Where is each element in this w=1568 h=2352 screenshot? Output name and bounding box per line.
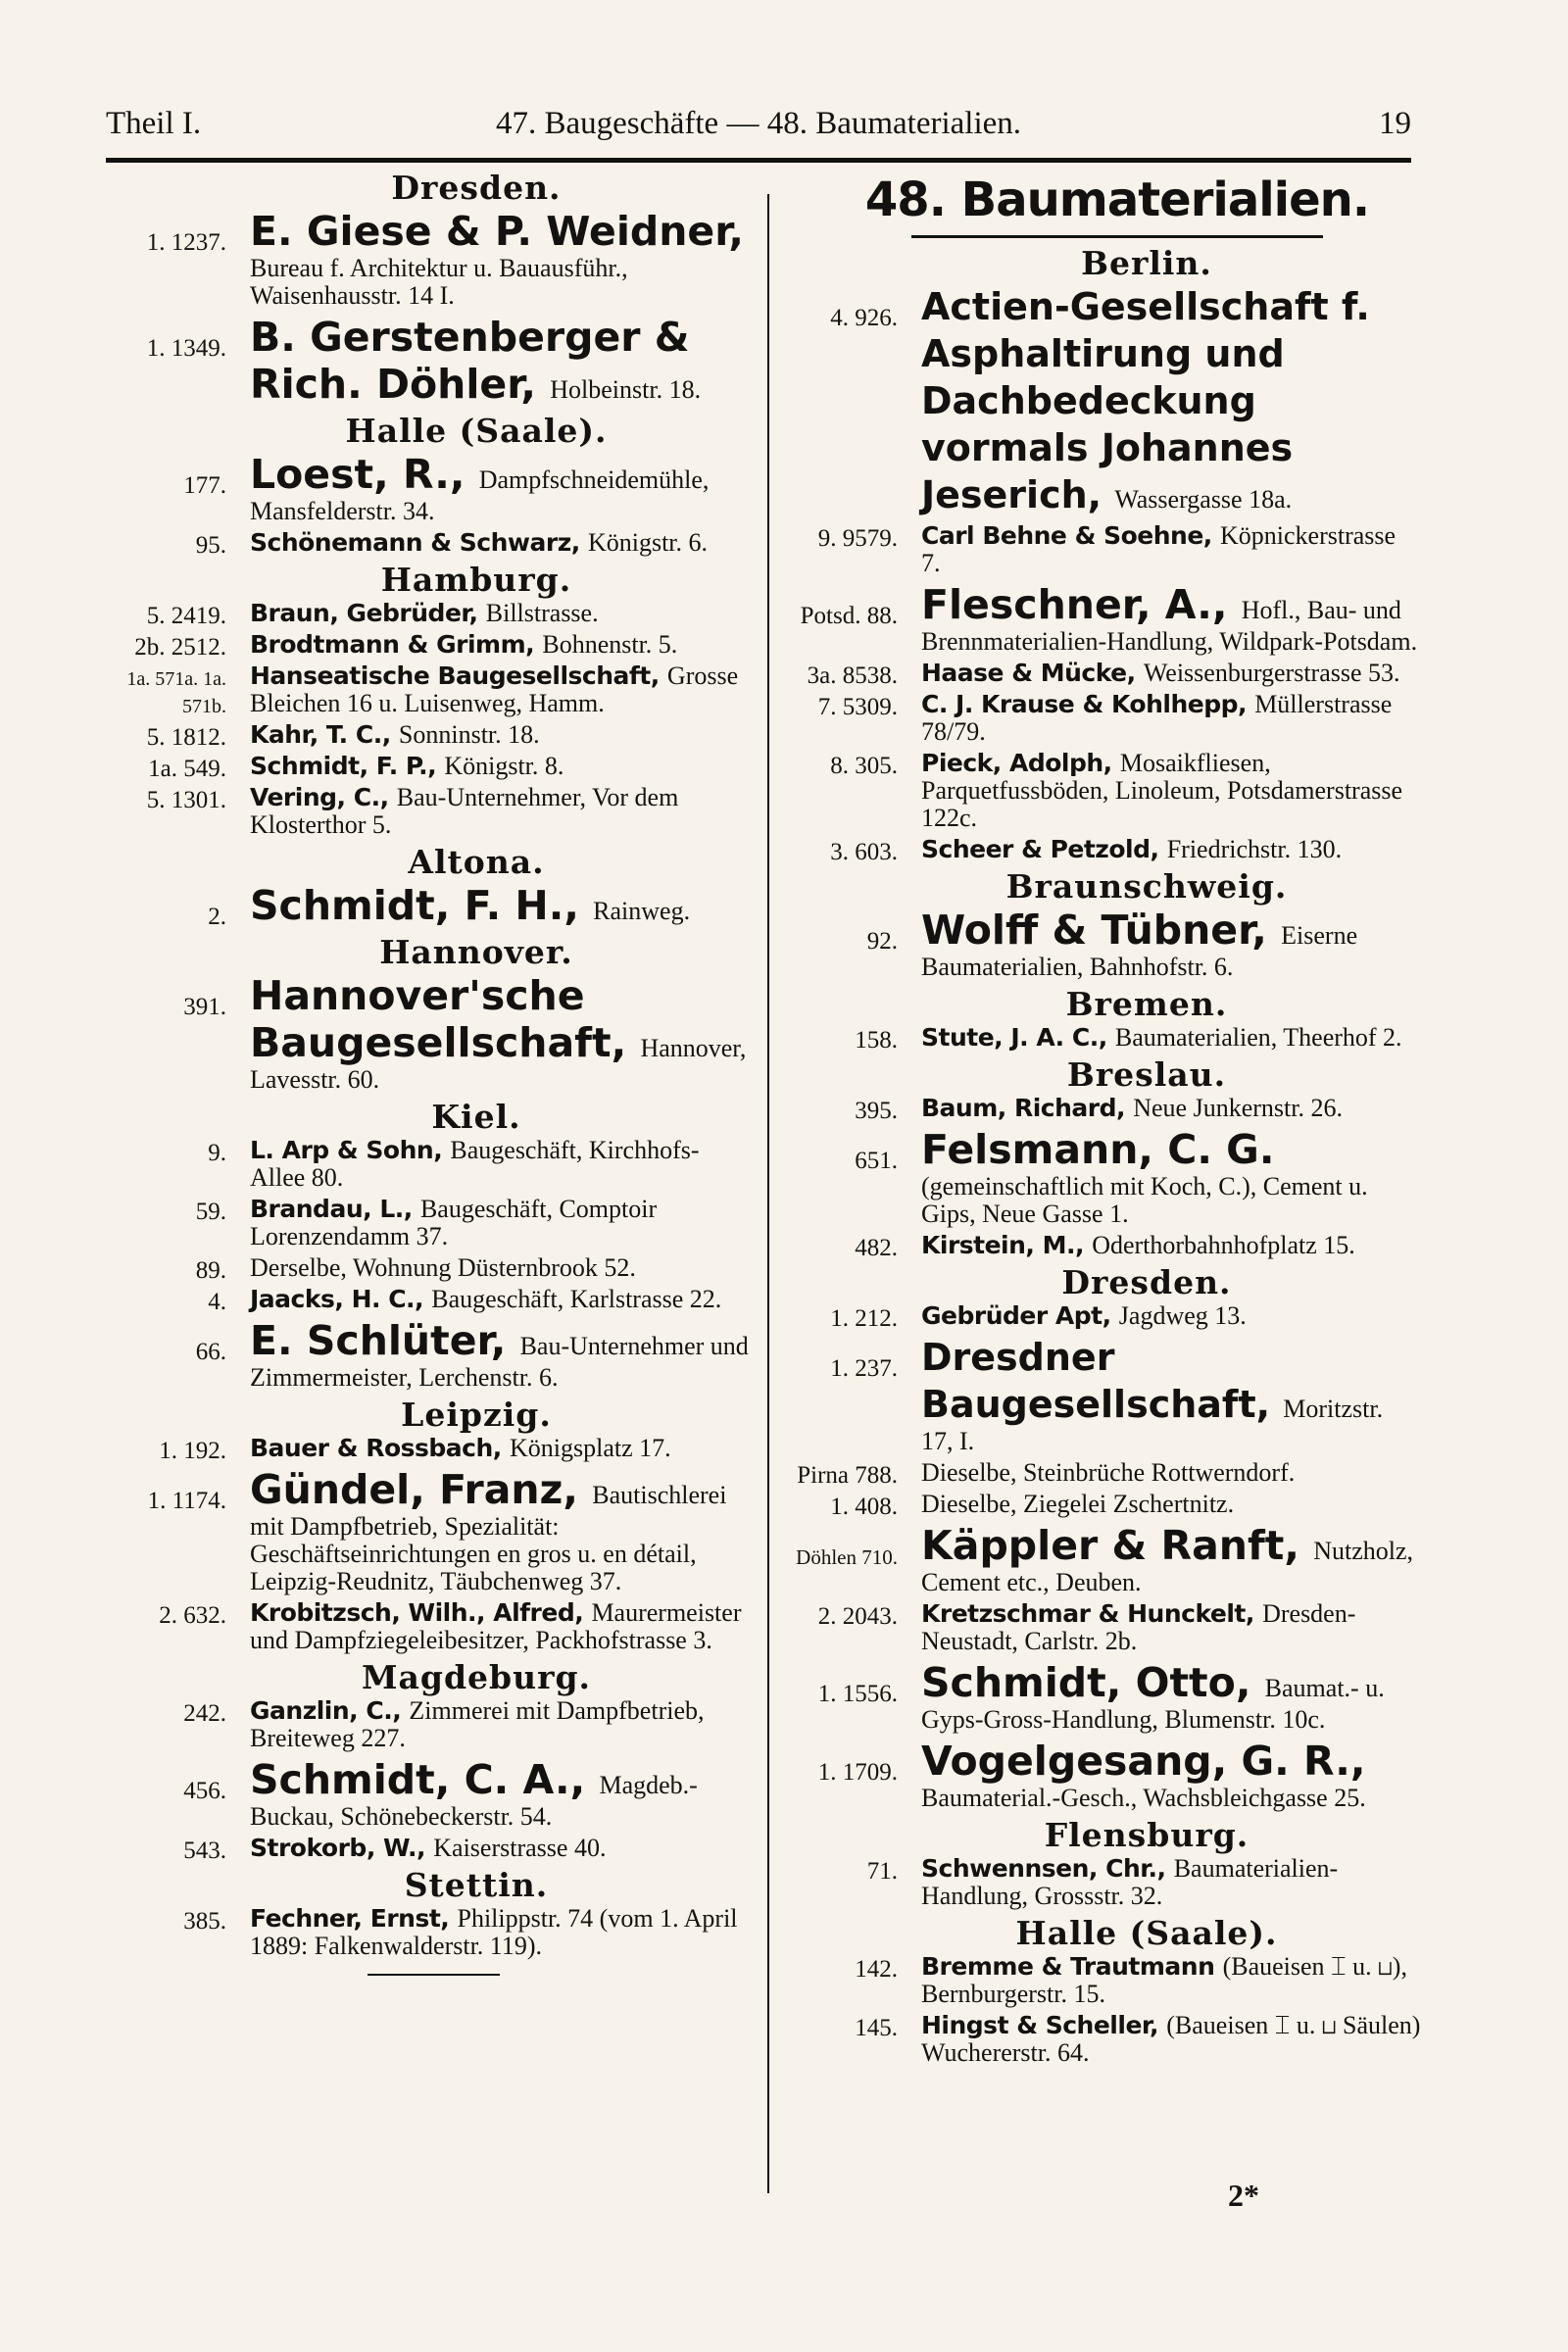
list-item bbox=[103, 529, 752, 557]
list-item bbox=[103, 721, 752, 749]
firm-address: Bureau f. Architektur u. Bauausführ., Waisenhausstr. 14 I. bbox=[250, 254, 628, 310]
firm-name: Wolff & Tübner, bbox=[921, 906, 1282, 954]
section-rule bbox=[911, 235, 1323, 238]
list-item bbox=[103, 1435, 752, 1462]
firm-address: Königstr. 6. bbox=[587, 528, 709, 557]
firm-address: Königsplatz 17. bbox=[510, 1434, 671, 1462]
list-item bbox=[103, 600, 752, 627]
signature-mark: 2* bbox=[1228, 2178, 1259, 2213]
phone-number: 1. 1174. bbox=[147, 1488, 226, 1514]
firm-name: Schwennsen, Chr., bbox=[921, 1854, 1174, 1883]
firm-address: Hofl., Bau- und Brennmaterialien-Handlung, Wildpark-Potsdam. bbox=[921, 596, 1418, 656]
firm-address: Billstrasse. bbox=[485, 599, 599, 627]
list-item bbox=[103, 1697, 752, 1752]
header-rule bbox=[106, 158, 1411, 163]
phone-number: 1. 1349. bbox=[146, 335, 226, 362]
phone-number: 7. 5309. bbox=[817, 694, 898, 720]
left-column bbox=[103, 169, 752, 1976]
firm-name: Scheer & Petzold, bbox=[921, 835, 1167, 863]
phone-number: 391. bbox=[183, 994, 226, 1020]
city-heading-hamburg: Hamburg. bbox=[380, 561, 572, 599]
phone-number: Döhlen 710. bbox=[796, 1545, 898, 1569]
firm-name: Bauer & Rossbach, bbox=[250, 1434, 510, 1462]
firm-address: Hannover, Lavesstr. 60. bbox=[250, 1034, 747, 1094]
firm-address: Weissenburgerstrasse 53. bbox=[1143, 659, 1400, 687]
list-item bbox=[774, 522, 1421, 577]
list-item bbox=[103, 1905, 752, 1960]
phone-number: Potsd. 88. bbox=[800, 603, 898, 629]
phone-number: 1. 1556. bbox=[817, 1681, 898, 1707]
phone-number: 1. 192. bbox=[159, 1438, 226, 1464]
city-heading-flensburg: Flensburg. bbox=[1044, 1816, 1250, 1854]
firm-address: Dieselbe, Ziegelei Zschertnitz. bbox=[921, 1490, 1235, 1518]
list-item bbox=[103, 451, 752, 525]
list-item bbox=[103, 662, 752, 717]
list-item bbox=[774, 750, 1421, 832]
phone-number: 1a. 549. bbox=[148, 756, 226, 782]
firm-address: Köpnickerstrasse 7. bbox=[921, 521, 1396, 577]
phone-number: 177. bbox=[183, 472, 226, 499]
firm-name: Hanseatische Baugesellschaft, bbox=[250, 662, 667, 690]
phone-number: 59. bbox=[195, 1199, 226, 1225]
firm-name: Brodtmann & Grimm, bbox=[250, 630, 543, 659]
phone-number: 1. 408. bbox=[830, 1494, 898, 1520]
firm-address: Oderthorbahnhofplatz 15. bbox=[1092, 1231, 1355, 1259]
firm-name: Ganzlin, C., bbox=[250, 1696, 410, 1725]
list-item bbox=[774, 691, 1421, 746]
firm-address: Magdeb.-Buckau, Schönebeckerstr. 54. bbox=[250, 1771, 698, 1831]
firm-address: Zimmerei mit Dampfbetrieb, Breiteweg 227. bbox=[250, 1696, 705, 1752]
phone-number: 5. 1301. bbox=[146, 787, 226, 813]
firm-address: Moritzstr. 17, I. bbox=[921, 1395, 1384, 1455]
phone-number: Pirna 788. bbox=[797, 1462, 898, 1489]
list-item bbox=[103, 1835, 752, 1862]
list-item bbox=[103, 972, 752, 1094]
firm-name: Felsmann, C. G. bbox=[921, 1126, 1275, 1173]
firm-address: Dresden-Neustadt, Carlstr. 2b. bbox=[921, 1599, 1356, 1655]
firm-name: Actien-Gesellschaft f. Asphaltirung und Dachbedeckung vormals Johannes Jeserich, bbox=[921, 285, 1370, 516]
city-heading-halle: Halle (Saale). bbox=[1015, 1914, 1278, 1952]
firm-name: Schmidt, Otto, bbox=[921, 1659, 1265, 1706]
end-rule bbox=[368, 1974, 500, 1976]
phone-number: 395. bbox=[855, 1098, 898, 1124]
firm-address: Dampfschneidemühle, Mansfelderstr. 34. bbox=[250, 466, 710, 525]
list-item bbox=[774, 660, 1421, 687]
list-item bbox=[103, 1466, 752, 1595]
phone-number: 9. 9579. bbox=[817, 525, 898, 552]
firm-name: Schmidt, F. H., bbox=[250, 882, 594, 929]
firm-name: Käppler & Ranft, bbox=[921, 1522, 1314, 1569]
firm-address: Rainweg. bbox=[593, 897, 691, 925]
firm-name: Hannover'sche Baugesellschaft, bbox=[250, 972, 641, 1066]
list-item bbox=[103, 314, 752, 408]
phone-number: 1. 1237. bbox=[146, 229, 226, 256]
list-item bbox=[103, 1599, 752, 1654]
column-divider bbox=[767, 194, 769, 2193]
firm-address: Kaiserstrasse 40. bbox=[433, 1834, 607, 1862]
firm-address: Baugeschäft, Karlstrasse 22. bbox=[431, 1285, 722, 1313]
phone-number: 2. 632. bbox=[159, 1602, 226, 1629]
list-item bbox=[103, 631, 752, 659]
list-item bbox=[774, 1302, 1421, 1330]
firm-name: C. J. Krause & Kohlhepp, bbox=[921, 690, 1255, 718]
city-heading-bremen: Bremen. bbox=[1065, 985, 1228, 1023]
section-title: 48. Baumaterialien. bbox=[864, 172, 1370, 227]
phone-number: 1. 212. bbox=[830, 1305, 898, 1332]
firm-address: Neue Junkernstr. 26. bbox=[1133, 1094, 1343, 1122]
firm-address: Baumaterialien-Handlung, Grossstr. 32. bbox=[921, 1854, 1339, 1910]
firm-name: Baum, Richard, bbox=[921, 1094, 1134, 1122]
firm-address: Sonninstr. 18. bbox=[398, 720, 540, 749]
city-heading-kiel: Kiel. bbox=[431, 1098, 521, 1136]
right-column bbox=[774, 169, 1421, 2071]
firm-name: Schmidt, F. P., bbox=[250, 752, 445, 780]
phone-number: 145. bbox=[855, 2015, 898, 2041]
city-heading-berlin: Berlin. bbox=[1081, 244, 1212, 282]
firm-address: Müllerstrasse 78/79. bbox=[921, 690, 1393, 746]
firm-address: Philippstr. 74 (vom 1. April 1889: Falkenwalderstr. 119). bbox=[250, 1904, 738, 1960]
list-item bbox=[103, 1137, 752, 1192]
phone-number: 92. bbox=[866, 928, 898, 955]
firm-address: Maurermeister und Dampfziegeleibesitzer, Packhofstrasse 3. bbox=[250, 1598, 742, 1654]
phone-number: 482. bbox=[855, 1235, 898, 1261]
phone-number: 3. 603. bbox=[830, 839, 898, 865]
firm-name: Loest, R., bbox=[250, 451, 479, 498]
firm-address: Jagdweg 13. bbox=[1118, 1301, 1247, 1330]
list-item bbox=[103, 1196, 752, 1250]
list-item bbox=[774, 1334, 1421, 1455]
list-item bbox=[774, 1659, 1421, 1734]
firm-name: Kirstein, M., bbox=[921, 1231, 1093, 1259]
firm-address: (Baueisen ⌶ u. ⊔), Bernburgerstr. 15. bbox=[921, 1952, 1407, 2008]
phone-number: 1. 237. bbox=[830, 1355, 898, 1382]
phone-number: 5. 2419. bbox=[146, 603, 226, 629]
phone-number: 158. bbox=[855, 1027, 898, 1054]
firm-address: Baumaterialien, Theerhof 2. bbox=[1114, 1023, 1402, 1052]
firm-address: Friedrichstr. 130. bbox=[1166, 835, 1343, 863]
city-heading-magdeburg: Magdeburg. bbox=[361, 1658, 592, 1696]
city-heading-braunschweig: Braunschweig. bbox=[1005, 867, 1288, 906]
firm-name: Gündel, Franz, bbox=[250, 1466, 593, 1513]
list-item bbox=[103, 882, 752, 929]
list-item bbox=[774, 1232, 1421, 1259]
firm-name: Gebrüder Apt, bbox=[921, 1301, 1119, 1330]
list-item bbox=[103, 1286, 752, 1313]
firm-name: E. Schlüter, bbox=[250, 1317, 520, 1364]
list-item bbox=[103, 1254, 752, 1282]
firm-address: Baugeschäft, Comptoir Lorenzendamm 37. bbox=[250, 1195, 658, 1250]
firm-name: L. Arp & Sohn, bbox=[250, 1136, 451, 1164]
firm-name: Kretzschmar & Hunckelt, bbox=[921, 1599, 1263, 1628]
firm-name: Braun, Gebrüder, bbox=[250, 599, 486, 627]
firm-name: Vering, C., bbox=[250, 783, 397, 811]
firm-address: Königstr. 8. bbox=[444, 752, 564, 780]
firm-address: Baumat.- u. Gyps-Gross-Handlung, Blumenstr. 10c. bbox=[921, 1674, 1385, 1734]
page-header bbox=[106, 98, 1411, 147]
city-heading-breslau: Breslau. bbox=[1066, 1055, 1227, 1094]
firm-name: Fechner, Ernst, bbox=[250, 1904, 458, 1933]
city-heading-leipzig: Leipzig. bbox=[401, 1396, 552, 1434]
phone-number: 242. bbox=[183, 1700, 226, 1727]
city-heading-hannover: Hannover. bbox=[379, 933, 573, 971]
city-heading-altona: Altona. bbox=[408, 843, 545, 881]
list-item bbox=[774, 1855, 1421, 1910]
phone-number: 543. bbox=[183, 1838, 226, 1864]
firm-address: Grosse Bleichen 16 u. Luisenweg, Hamm. bbox=[250, 662, 739, 717]
phone-number: 4. 926. bbox=[830, 305, 898, 331]
city-heading-dresden: Dresden. bbox=[1061, 1263, 1232, 1301]
list-item bbox=[774, 1953, 1421, 2008]
phone-number: 1. 1709. bbox=[817, 1759, 898, 1786]
phone-number: 385. bbox=[183, 1908, 226, 1935]
city-heading-halle: Halle (Saale). bbox=[345, 412, 608, 450]
firm-address: Bau-Unternehmer, Vor dem Klosterthor 5. bbox=[250, 783, 679, 839]
list-item bbox=[774, 581, 1421, 656]
list-item bbox=[774, 1491, 1421, 1518]
list-item bbox=[774, 1095, 1421, 1122]
phone-number: 2b. 2512. bbox=[134, 634, 226, 661]
firm-address: (gemeinschaftlich mit Koch, C.), Cement u. Gips, Neue Gasse 1. bbox=[921, 1172, 1368, 1228]
phone-number: 9. bbox=[208, 1140, 226, 1166]
firm-name: B. Gerstenberger & Rich. Döhler, bbox=[250, 314, 690, 408]
firm-address: Wassergasse 18a. bbox=[1114, 485, 1293, 514]
phone-number: 8. 305. bbox=[830, 753, 898, 779]
firm-address: Holbeinstr. 18. bbox=[550, 375, 702, 404]
phone-number: 456. bbox=[183, 1778, 226, 1804]
firm-name: Carl Behne & Soehne, bbox=[921, 521, 1220, 550]
list-item bbox=[774, 1600, 1421, 1655]
phone-number: 2. bbox=[208, 904, 226, 930]
list-item bbox=[774, 836, 1421, 863]
list-item bbox=[103, 784, 752, 839]
firm-address: Bau-Unternehmer und Zimmermeister, Lerchenstr. 6. bbox=[250, 1332, 749, 1392]
firm-name: Stute, J. A. C., bbox=[921, 1023, 1115, 1052]
city-heading-dresden: Dresden. bbox=[391, 169, 562, 207]
phone-number: 4. bbox=[208, 1289, 226, 1315]
phone-number: 3a. 8538. bbox=[807, 662, 898, 689]
phone-number: 66. bbox=[195, 1339, 226, 1365]
firm-name: Dresdner Baugesellschaft, bbox=[921, 1336, 1284, 1426]
firm-address: Nutzholz, Cement etc., Deuben. bbox=[921, 1537, 1414, 1596]
phone-number: 1a. 571a. 1a. 571b. bbox=[126, 668, 226, 717]
phone-number: 142. bbox=[855, 1956, 898, 1983]
firm-address: Baumaterial.-Gesch., Wachsbleichgasse 25. bbox=[921, 1784, 1366, 1812]
firm-name: E. Giese & P. Weidner, bbox=[250, 208, 744, 255]
phone-number: 5. 1812. bbox=[146, 724, 226, 751]
firm-address: (Baueisen ⌶ u. ⊔ Säulen) Wuchererstr. 64. bbox=[921, 2011, 1421, 2067]
firm-address: Bautischlerei mit Dampfbetrieb, Spezialität: Geschäftseinrichtungen en gros u. en détail, Leipzig-Reudnitz, Täubchenweg 37. bbox=[250, 1481, 727, 1595]
phone-number: 89. bbox=[195, 1257, 226, 1284]
list-item bbox=[774, 1024, 1421, 1052]
firm-address: Bohnenstr. 5. bbox=[542, 630, 678, 659]
firm-name: Kahr, T. C., bbox=[250, 720, 399, 749]
list-item bbox=[103, 1317, 752, 1392]
firm-address: Eiserne Baumaterialien, Bahnhofstr. 6. bbox=[921, 921, 1358, 981]
list-item bbox=[774, 1738, 1421, 1812]
part-label: Theil I. bbox=[106, 106, 202, 141]
phone-number: 95. bbox=[195, 532, 226, 559]
list-item bbox=[103, 1756, 752, 1831]
firm-name: Hingst & Scheller, bbox=[921, 2011, 1167, 2039]
list-item bbox=[774, 906, 1421, 981]
firm-name: Bremme & Trautmann bbox=[921, 1952, 1223, 1981]
list-item bbox=[103, 753, 752, 780]
list-item bbox=[774, 2012, 1421, 2067]
firm-name: Pieck, Adolph, bbox=[921, 749, 1120, 777]
city-heading-stettin: Stettin. bbox=[404, 1866, 549, 1904]
firm-name: Krobitzsch, Wilh., Alfred, bbox=[250, 1598, 592, 1627]
firm-name: Fleschner, A., bbox=[921, 581, 1242, 628]
phone-number: 2. 2043. bbox=[817, 1603, 898, 1630]
firm-address: Mosaikfliesen, Parquetfussböden, Linoleum, Potsdamerstrasse 122c. bbox=[921, 749, 1403, 832]
firm-name: Schmidt, C. A., bbox=[250, 1756, 600, 1803]
firm-name: Schönemann & Schwarz, bbox=[250, 528, 588, 557]
list-item bbox=[774, 1459, 1421, 1487]
list-item bbox=[774, 283, 1421, 518]
firm-address: Baugeschäft, Kirchhofs-Allee 80. bbox=[250, 1136, 700, 1192]
list-item bbox=[774, 1126, 1421, 1228]
firm-name: Vogelgesang, G. R., bbox=[921, 1738, 1366, 1785]
firm-name: Brandau, L., bbox=[250, 1195, 420, 1223]
phone-number: 651. bbox=[855, 1148, 898, 1174]
page-number: 19 bbox=[1379, 106, 1411, 141]
firm-name: Jaacks, H. C., bbox=[250, 1285, 432, 1313]
firm-name: Haase & Mücke, bbox=[921, 659, 1144, 687]
list-item bbox=[103, 208, 752, 310]
firm-address: Dieselbe, Steinbrüche Rottwerndorf. bbox=[921, 1458, 1296, 1487]
running-title: 47. Baugeschäfte — 48. Baumaterialien. bbox=[495, 106, 1022, 141]
firm-name: Strokorb, W., bbox=[250, 1834, 434, 1862]
phone-number: 71. bbox=[866, 1858, 898, 1885]
firm-address: Derselbe, Wohnung Düsternbrook 52. bbox=[250, 1253, 636, 1282]
list-item bbox=[774, 1522, 1421, 1596]
